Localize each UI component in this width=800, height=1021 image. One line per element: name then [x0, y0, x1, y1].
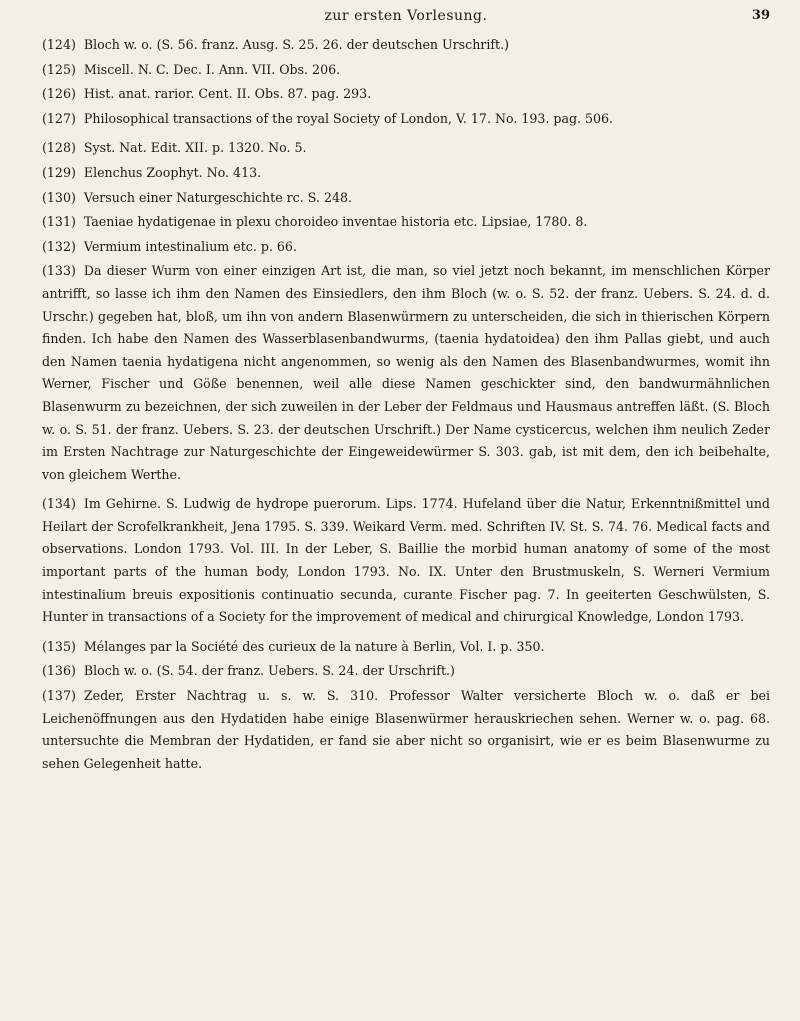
note-text: Taeniae hydatigenae in plexu choroideo inventae historia etc. Lipsiae, 1780. 8. [83, 214, 588, 230]
note-124 [42, 34, 770, 57]
note-text: Philosophical transactions of the royal Society of London, V. 17. No. 193. pag. 506. [83, 110, 614, 126]
note-134 [42, 493, 770, 629]
note-133 [42, 260, 770, 486]
note-text: Versuch einer Naturgeschichte rc. S. 248. [83, 189, 352, 205]
note-number: (126) [42, 86, 76, 102]
footnotes [42, 34, 770, 775]
note-129 [42, 162, 770, 185]
note-131 [42, 211, 770, 234]
note-text: Bloch w. o. (S. 54. der franz. Uebers. S. 24. der Urschrift.) [83, 663, 455, 679]
note-132 [42, 236, 770, 259]
note-number: (137) [42, 688, 76, 704]
note-number: (129) [42, 164, 76, 180]
note-text: Mélanges par la Société des curieux de la nature à Berlin, Vol. I. p. 350. [83, 638, 545, 654]
note-text: Da dieser Wurm von einer einzigen Art ist, die man, so viel jetzt noch bekannt, im menschlichen Körper antrifft, so lasse ich ihm den Namen des Einsiedlers, den ihm Bloch (w. o. S. 52. der franz. Uebers. S. 24. d. d. Urschr.) gegeben hat, bloß, um ihn von andern Blasenwürmern zu unterscheiden, die sich in thierischen Körpern finden. Ich habe den Namen des Wasserblasenbandwurms, (taenia hydatoidea) den ihm Pallas giebt, und auch den Namen taenia hydatigena nicht angenommen, so wenig als den Namen des Blasenbandwurmes, womit ihn Werner, Fischer und Göße benennen, weil alle diese Namen gesch​ickter sind, den bandwurmähnlichen Blasenwurm zu bezeichnen, der sich zuweilen in der Leber der Feldmaus und Hausmaus antreffen läßt. (S. Bloch w. o. S. 51. der franz. Uebers. S. 23. der deutschen Urschrift.) Der Name cysticercus, welchen ihm neulich Zeder im Ersten Nachtrage zur Naturgeschichte der Eingeweidewürmer S. 303. gab, ist mit dem, den ich beibehalte, von gleichem Werthe. [42, 263, 770, 482]
note-text: Im Gehirne. S. Ludwig de hydrope puerorum. Lips. 1774. Hufeland über die Natur, Erkenntnißmittel und Heilart der Scrofelkrankheit, Jena 1795. S. 339. Weikard Verm. med. Schriften IV. St. S. 74. 76. Medical facts and observations. London 1793. Vol. III. In der Leber, S. Baillie the morbid human anatomy of some of the most important parts of the human body, London 1793. No. IX. Unter den Brustmuskeln, S. Werneri Vermium intestinalium breuis expositionis continuatio secunda, curante Fischer pag. 7. In geeiterten Geschwülsten, S. Hunter in transactions of a Society for the improvement of medical and chirurgical Knowledge, London 1793. [42, 496, 770, 625]
note-number: (130) [42, 189, 76, 205]
note-text: Elenchus Zoophyt. No. 413. [83, 164, 262, 180]
note-number: (124) [42, 37, 76, 52]
note-text: Vermium intestinalium etc. p. 66. [83, 238, 297, 254]
note-126 [42, 83, 770, 106]
note-number: (135) [42, 638, 76, 654]
page-header [42, 6, 770, 28]
note-137 [42, 685, 770, 775]
note-135 [42, 636, 770, 659]
note-136 [42, 660, 770, 683]
note-number: (133) [42, 263, 76, 279]
note-number: (134) [42, 496, 76, 512]
note-125 [42, 59, 770, 82]
note-text: Hist. anat. rarior. Cent. II. Obs. 87. pag. 293. [83, 86, 372, 102]
note-text: Miscell. N. C. Dec. I. Ann. VII. Obs. 206. [83, 61, 341, 77]
running-title: zur ersten Vorlesung. [324, 8, 488, 24]
note-text: Zeder, Erster Nachtrag u. s. w. S. 310. Professor Walter versicherte Bloch w. o. daß er bei Leichenöffnungen aus den Hydatiden habe einige Blasenwürmer herauskriechen sehen. Werner w. o. pag. 68. untersuchte die Membran der Hydatiden, er fand sie aber nicht so organisirt, wie er es beim Blasenwurme zu sehen Gelegenheit hatte. [42, 688, 770, 771]
note-text: Syst. Nat. Edit. XII. p. 1320. No. 5. [83, 140, 307, 156]
note-number: (132) [42, 238, 76, 254]
note-number: (131) [42, 214, 76, 230]
note-number: (128) [42, 140, 76, 156]
page-number: 39 [751, 8, 770, 23]
note-128 [42, 137, 770, 160]
note-130 [42, 187, 770, 210]
note-number: (127) [42, 110, 76, 126]
note-text: Bloch w. o. (S. 56. franz. Ausg. S. 25. 26. der deutschen Urschrift.) [83, 37, 509, 52]
note-number: (136) [42, 663, 76, 679]
note-127 [42, 108, 770, 131]
note-number: (125) [42, 61, 76, 77]
